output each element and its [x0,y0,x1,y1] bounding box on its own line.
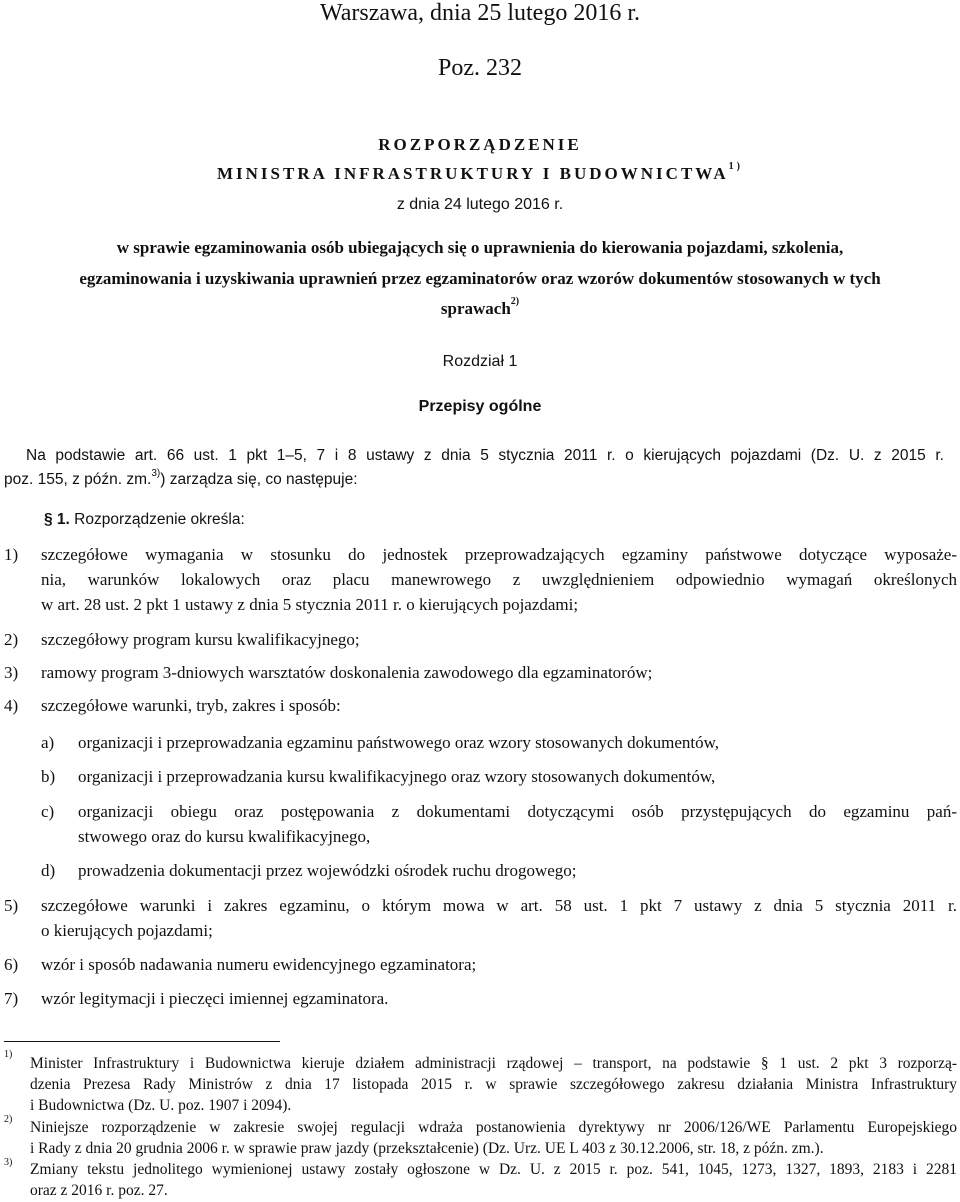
preamble-text: poz. 155, z późn. zm. [4,471,152,488]
position-number: Poz. 232 [438,55,522,81]
sublist-item-text: organizacji i przeprowadzania egzaminu państwowego oraz wzory stosowanych dokumentów, [78,733,720,752]
subject-text: sprawach [440,299,511,318]
footnote-line: oraz z 2016 r. poz. 27. [30,1182,168,1199]
preamble-line: Na podstawie art. 66 ust. 1 pkt 1–5, 7 i 8 ustawy z dnia 5 stycznia 2011 r. o kierujących pojazdami (Dz. U. z 2015 r. [26,447,944,464]
sublist-item-line: stwowego oraz do kursu kwalifikacyjnego, [78,827,371,846]
section-intro: Rozporządzenie określa: [74,511,245,528]
sublist-item-letter: b) [41,767,56,786]
chapter-title: Przepisy ogólne [418,398,542,415]
sublist-item-text: organizacji i przeprowadzania kursu kwalifikacyjnego oraz wzory stosowanych dokumentów, [78,767,716,786]
footnote-line: dzenia Prezesa Rady Ministrów z dnia 17 listopada 2015 r. w sprawie szczegółowego zakresu działania Ministra Infrastruktury [30,1076,957,1093]
subject-line: egzaminowania i uzyskiwania uprawnień przez egzaminatorów oraz wzorów dokumentów stosowanych w tych [79,269,881,288]
footnote-marker: 2) [4,1114,13,1125]
footnote-ref[interactable]: 1) [728,161,744,172]
issuing-authority [0,161,960,184]
preamble-text: ) zarządza się, co następuje: [160,471,358,488]
footnote-separator [4,1041,280,1042]
footnote-line: i Rady z dnia 20 grudnia 2006 r. w sprawie praw jazdy (przekształcenie) (Dz. Urz. UE L 403 z 30.12.2006, str. 18, z późn. zm.). [30,1140,824,1157]
section-heading [44,511,245,529]
list-item-number: 5) [4,896,19,915]
list-item-text: szczegółowy program kursu kwalifikacyjnego; [41,630,360,649]
list-item-number: 1) [4,545,19,564]
footnote-ref[interactable]: 2) [510,296,520,307]
sublist-item-text: prowadzenia dokumentacji przez wojewódzki ośrodek ruchu drogowego; [78,861,577,880]
sublist-item-line: organizacji obiegu oraz postępowania z dokumentami dotyczącymi osób przystępujących do egzaminu pań- [78,802,957,821]
list-item-line: szczegółowe wymagania w stosunku do jednostek przeprowadzających egzaminy państwowe dotyczące wyposaże- [41,545,957,564]
footnote-line: Minister Infrastruktury i Budownictwa kieruje działem administracji rządowej – transport, na podstawie § 1 ust. 2 pkt 3 rozporzą- [30,1055,957,1072]
footnote-marker: 1) [4,1049,13,1060]
list-item-number: 6) [4,955,19,974]
list-item-line: szczegółowe warunki i zakres egzaminu, o którym mowa w art. 58 ust. 1 pkt 7 ustawy z dnia 5 stycznia 2011 r. [41,896,957,915]
chapter-label: Rozdział 1 [442,353,518,370]
subject-line: w sprawie egzaminowania osób ubiegających się o uprawnienia do kierowania pojazdami, szkolenia, [116,238,844,257]
footnote-line: i Budownictwa (Dz. U. poz. 1907 i 2094). [30,1097,292,1114]
sublist-item-letter: a) [41,733,55,752]
list-item-text: szczegółowe warunki, tryb, zakres i sposób: [41,696,341,715]
list-item-line: o kierujących pojazdami; [41,921,213,940]
list-item-line: nia, warunków lokalowych oraz placu manewrowego z uwzględnieniem odpowiednio wymagań określonych [41,570,957,589]
list-item-line: w art. 28 ust. 2 pkt 1 ustawy z dnia 5 stycznia 2011 r. o kierujących pojazdami; [41,595,579,614]
sublist-item-letter: c) [41,802,55,821]
sublist-item-letter: d) [41,861,56,880]
preamble-line [4,468,358,489]
footnote-marker: 3) [4,1157,13,1168]
list-item-number: 2) [4,630,19,649]
act-date: z dnia 24 lutego 2016 r. [396,196,564,213]
list-item-number: 3) [4,663,19,682]
header-date: Warszawa, dnia 25 lutego 2016 r. [320,0,640,26]
subject-line [0,296,960,319]
footnote-line: Niniejsze rozporządzenie w zakresie swojej regulacji wdraża postanowienia dyrektywy nr 2006/126/WE Parlamentu Europejskiego [30,1119,957,1136]
list-item-text: wzór i sposób nadawania numeru ewidencyjnego egzaminatora; [41,955,477,974]
list-item-number: 4) [4,696,19,715]
footnote-ref[interactable]: 3) [151,468,161,479]
footnote-line: Zmiany tekstu jednolitego wymienionej ustawy zostały ogłoszone w Dz. U. z 2015 r. poz. 541, 1045, 1273, 1327, 1893, 2183 i 2281 [30,1161,957,1178]
section-marker: § 1. [44,511,70,528]
list-item-number: 7) [4,989,19,1008]
list-item-text: wzór legitymacji i pieczęci imiennej egzaminatora. [41,989,389,1008]
issuing-authority-text: MINISTRA INFRASTRUKTURY I BUDOWNICTWA [216,164,729,183]
act-type: ROZPORZĄDZENIE [378,135,582,154]
list-item-text: ramowy program 3-dniowych warsztatów doskonalenia zawodowego dla egzaminatorów; [41,663,653,682]
